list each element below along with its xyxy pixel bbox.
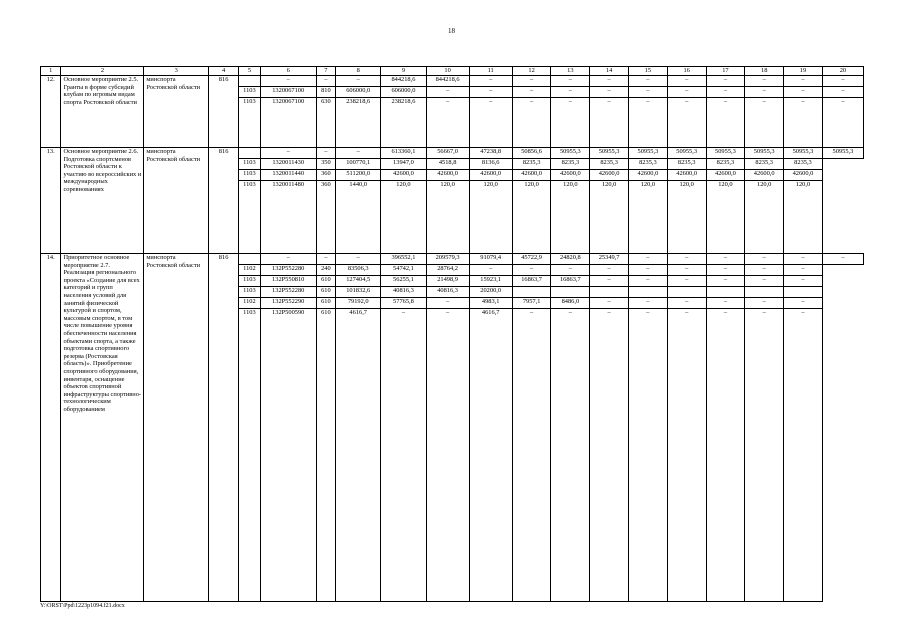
table-cell: 24820,8 (551, 254, 590, 265)
table-cell: 1320011430 (260, 159, 316, 170)
table-cell: – (822, 254, 863, 265)
table-cell: 1320011480 (260, 181, 316, 254)
column-number-10: 10 (426, 67, 469, 76)
table-cell: – (426, 98, 469, 148)
table-cell: – (469, 265, 512, 276)
table-cell: 120,0 (426, 181, 469, 254)
table-cell: – (629, 298, 668, 309)
table-cell: 100770,1 (336, 159, 381, 170)
table-cell: 8235,3 (629, 159, 668, 170)
table-cell: 120,0 (551, 181, 590, 254)
column-number-6: 6 (260, 67, 316, 76)
table-cell: 120,0 (381, 181, 426, 254)
table-cell: 1440,0 (336, 181, 381, 254)
table-cell: – (784, 87, 823, 98)
table-cell: – (512, 309, 551, 602)
table-cell (239, 76, 261, 87)
table-cell: 28764,2 (426, 265, 469, 276)
table-cell: 1103 (239, 181, 261, 254)
table-cell: 50955,3 (590, 148, 629, 159)
column-number-19: 19 (784, 67, 823, 76)
table-cell: 54742,1 (381, 265, 426, 276)
table-cell: 8235,3 (667, 159, 706, 170)
table-cell: – (784, 254, 823, 265)
table-cell: – (745, 254, 784, 265)
table-cell: 120,0 (590, 181, 629, 254)
table-cell: 40816,3 (426, 287, 469, 298)
table-cell (745, 287, 784, 298)
table-cell: 120,0 (469, 181, 512, 254)
table-cell: 83506,3 (336, 265, 381, 276)
entry-grbs: 816 (209, 254, 239, 602)
table-cell: – (745, 87, 784, 98)
table-cell: 511200,0 (336, 170, 381, 181)
table-cell: 42600,0 (667, 170, 706, 181)
table-cell: 42600,0 (590, 170, 629, 181)
table-cell: 42600,0 (745, 170, 784, 181)
table-cell (706, 287, 745, 298)
table-cell: – (260, 76, 316, 87)
entry-name: Основное мероприятие 2.5. Гранты в форме субсидий клубам по игровым видам спорта Ростовской области (61, 76, 144, 148)
table-cell: 630 (316, 98, 335, 148)
column-number-13: 13 (551, 67, 590, 76)
table-cell: – (469, 87, 512, 98)
table-cell: 79192,0 (336, 298, 381, 309)
table-cell: 42600,0 (381, 170, 426, 181)
budget-table (40, 66, 864, 602)
table-cell: – (706, 98, 745, 148)
column-number-16: 16 (667, 67, 706, 76)
column-number-12: 12 (512, 67, 551, 76)
column-number-2: 2 (61, 67, 144, 76)
table-cell: 120,0 (512, 181, 551, 254)
table-cell: – (336, 254, 381, 265)
table-cell (239, 148, 261, 159)
table-cell: – (629, 76, 668, 87)
column-number-5: 5 (239, 67, 261, 76)
table-cell: 1103 (239, 87, 261, 98)
table-cell: 13947,0 (381, 159, 426, 170)
table-cell: 50955,3 (745, 148, 784, 159)
table-cell: 50856,6 (512, 148, 551, 159)
table-cell: 240 (316, 265, 335, 276)
entry-number: 12. (41, 76, 61, 148)
table-cell: – (512, 98, 551, 148)
table-cell: 56667,0 (426, 148, 469, 159)
table-cell: – (667, 276, 706, 287)
entry-grbs: 816 (209, 148, 239, 254)
table-cell: 8235,3 (745, 159, 784, 170)
table-row (41, 148, 864, 159)
page-number: 18 (448, 27, 455, 35)
column-number-row (41, 67, 864, 76)
column-number-1: 1 (41, 67, 61, 76)
table-cell: – (706, 265, 745, 276)
table-cell: 132P550810 (260, 276, 316, 287)
table-cell: 25349,7 (590, 254, 629, 265)
table-cell: 1102 (239, 265, 261, 276)
table-cell: – (667, 298, 706, 309)
column-number-8: 8 (336, 67, 381, 76)
table-cell: – (590, 265, 629, 276)
table-cell: – (745, 309, 784, 602)
table-cell: 1103 (239, 287, 261, 298)
table-cell: 16863,7 (551, 276, 590, 287)
table-cell: 1103 (239, 98, 261, 148)
table-cell: 8486,0 (551, 298, 590, 309)
table-cell: 8235,3 (706, 159, 745, 170)
table-cell: – (260, 254, 316, 265)
table-cell: – (706, 76, 745, 87)
table-cell: – (551, 309, 590, 602)
entry-number: 13. (41, 148, 61, 254)
table-cell: 8136,6 (469, 159, 512, 170)
table-cell: – (590, 298, 629, 309)
table-cell: 360 (316, 170, 335, 181)
table-cell: 42600,0 (551, 170, 590, 181)
table-cell: – (706, 298, 745, 309)
table-cell: 40816,3 (381, 287, 426, 298)
table-cell: 8235,3 (784, 159, 823, 170)
table-cell: – (260, 148, 316, 159)
column-number-17: 17 (706, 67, 745, 76)
table-cell: – (426, 298, 469, 309)
table-cell: 4983,1 (469, 298, 512, 309)
table-cell: 42600,0 (469, 170, 512, 181)
table-cell: 360 (316, 181, 335, 254)
table-cell: – (590, 76, 629, 87)
table-cell: – (590, 276, 629, 287)
table-cell: – (426, 87, 469, 98)
entry-executor: минспорта Ростовской области (144, 254, 209, 602)
table-cell: – (784, 265, 823, 276)
table-cell: – (336, 148, 381, 159)
table-cell: – (706, 276, 745, 287)
table-cell: – (784, 76, 823, 87)
table-cell: 8235,3 (512, 159, 551, 170)
table-cell: 1103 (239, 159, 261, 170)
table-cell: 120,0 (706, 181, 745, 254)
table-cell: – (629, 309, 668, 602)
table-cell: – (316, 76, 335, 87)
entry-number: 14. (41, 254, 61, 602)
column-number-3: 3 (144, 67, 209, 76)
table-row (41, 76, 864, 87)
column-number-14: 14 (590, 67, 629, 76)
table-cell (512, 287, 551, 298)
table-cell: 4616,7 (469, 309, 512, 602)
table-cell: – (551, 76, 590, 87)
table-cell: 844218,6 (381, 76, 426, 87)
table-cell: 50955,3 (784, 148, 823, 159)
column-number-15: 15 (629, 67, 668, 76)
table-cell: – (667, 309, 706, 602)
table-cell: 1103 (239, 170, 261, 181)
table-cell: – (784, 276, 823, 287)
table-cell (239, 254, 261, 265)
table-cell: 42600,0 (512, 170, 551, 181)
column-number-20: 20 (822, 67, 863, 76)
table-cell: 50955,3 (551, 148, 590, 159)
table-cell: – (336, 76, 381, 87)
table-cell: 610 (316, 309, 335, 602)
table-cell: 101832,6 (336, 287, 381, 298)
table-cell: – (745, 98, 784, 148)
table-cell: – (381, 309, 426, 602)
table-cell: 4616,7 (336, 309, 381, 602)
table-cell: – (316, 254, 335, 265)
table-cell: 1103 (239, 309, 261, 602)
table-cell: – (426, 309, 469, 602)
table-cell: 1320067100 (260, 98, 316, 148)
table-cell: – (667, 254, 706, 265)
table-cell: 45722,9 (512, 254, 551, 265)
table-cell: 606000,0 (381, 87, 426, 98)
table-cell: – (590, 87, 629, 98)
column-number-18: 18 (745, 67, 784, 76)
table-cell: – (469, 76, 512, 87)
table-cell: – (512, 87, 551, 98)
table-cell: 844218,6 (426, 76, 469, 87)
table-cell: – (784, 298, 823, 309)
table-row (41, 254, 864, 265)
table-cell: 1103 (239, 276, 261, 287)
table-cell: 4518,8 (426, 159, 469, 170)
table-cell: – (590, 98, 629, 148)
table-cell: 238218,6 (336, 98, 381, 148)
table-cell: 810 (316, 87, 335, 98)
table-cell: 120,0 (745, 181, 784, 254)
table-cell: 15923,1 (469, 276, 512, 287)
table-cell: – (551, 265, 590, 276)
table-cell: – (551, 98, 590, 148)
table-cell: 91079,4 (469, 254, 512, 265)
table-cell: 57765,8 (381, 298, 426, 309)
entry-executor: минспорта Ростовской области (144, 148, 209, 254)
table-cell: – (784, 309, 823, 602)
table-cell: – (706, 254, 745, 265)
table-cell: 42600,0 (629, 170, 668, 181)
table-cell: 350 (316, 159, 335, 170)
table-cell: – (629, 254, 668, 265)
table-cell: 132P552290 (260, 298, 316, 309)
table-cell: – (590, 309, 629, 602)
table-cell: 7957,1 (512, 298, 551, 309)
table-cell: 50955,3 (629, 148, 668, 159)
table-cell: 238218,6 (381, 98, 426, 148)
table-cell: 132P500590 (260, 309, 316, 602)
table-cell: 8235,3 (551, 159, 590, 170)
table-cell: 50955,3 (822, 148, 863, 159)
table-cell: 120,0 (784, 181, 823, 254)
entry-name: Приоритетное основное мероприятие 2.7. Реализация регионального проекта «Создание для всех категорий и групп населения условий для занятий физической культурой и спортом, массовым спортом, в том числе повышение уровня обеспеченности населения объектами спорта, а также подготовка спортивного резерва (Ростовская область)». Приобретение спортивного оборудования, инвентаря, оснащение объектов спортивной инфраструктуры спортивно-технологическим оборудованием (61, 254, 144, 602)
table-cell: – (667, 87, 706, 98)
table-cell: 606000,0 (336, 87, 381, 98)
column-number-11: 11 (469, 67, 512, 76)
entry-grbs: 816 (209, 76, 239, 148)
table-cell: 132P552280 (260, 287, 316, 298)
table-cell: 132P552280 (260, 265, 316, 276)
table-cell: 610 (316, 287, 335, 298)
table-cell: 50955,3 (706, 148, 745, 159)
table-cell: – (629, 98, 668, 148)
table-cell: 8235,3 (590, 159, 629, 170)
table-cell: – (629, 276, 668, 287)
table-cell: 1320011440 (260, 170, 316, 181)
table-cell: – (551, 87, 590, 98)
table-cell: – (667, 76, 706, 87)
table-cell (629, 287, 668, 298)
table-cell: 16863,7 (512, 276, 551, 287)
table-cell: 209579,3 (426, 254, 469, 265)
table-cell: – (745, 298, 784, 309)
table-cell: 396552,1 (381, 254, 426, 265)
table-cell: 20200,0 (469, 287, 512, 298)
table-cell: – (667, 98, 706, 148)
footer-file-path: Y:\ORST\Ppd\1223p1094.f21.docx (40, 603, 125, 609)
table-cell: 50955,3 (667, 148, 706, 159)
table-cell: 47238,8 (469, 148, 512, 159)
table-cell: 42600,0 (706, 170, 745, 181)
table-cell (590, 287, 629, 298)
table-cell: – (512, 265, 551, 276)
table-cell: – (629, 265, 668, 276)
table-cell: – (629, 87, 668, 98)
table-cell: 610 (316, 298, 335, 309)
column-number-9: 9 (381, 67, 426, 76)
entry-name: Основное мероприятие 2.6. Подготовка спортсменов Ростовской области к участию во всероссийских и международных соревнованиях (61, 148, 144, 254)
table-cell: – (469, 98, 512, 148)
table-cell (551, 287, 590, 298)
table-cell: 42600,0 (784, 170, 823, 181)
column-number-4: 4 (209, 67, 239, 76)
column-number-7: 7 (316, 67, 335, 76)
table-cell: 56255,1 (381, 276, 426, 287)
table-cell: – (706, 87, 745, 98)
table-cell: – (512, 76, 551, 87)
table-cell: 1320067100 (260, 87, 316, 98)
entry-executor: минспорта Ростовской области (144, 76, 209, 148)
table-cell: – (822, 87, 863, 98)
table-cell: 21498,9 (426, 276, 469, 287)
table-cell (667, 287, 706, 298)
table-cell: – (822, 76, 863, 87)
table-cell (784, 287, 823, 298)
table-cell: 120,0 (667, 181, 706, 254)
table-cell: 127404,5 (336, 276, 381, 287)
table-cell: – (745, 76, 784, 87)
table-cell: – (316, 148, 335, 159)
table-cell: 613360,1 (381, 148, 426, 159)
table-cell: – (667, 265, 706, 276)
table-cell: 120,0 (629, 181, 668, 254)
table-cell: – (822, 98, 863, 148)
table-cell: – (745, 265, 784, 276)
table-cell: – (784, 98, 823, 148)
table-cell: 610 (316, 276, 335, 287)
table-cell: – (706, 309, 745, 602)
table-cell: 1102 (239, 298, 261, 309)
table-cell: – (745, 276, 784, 287)
table-cell: 42600,0 (426, 170, 469, 181)
